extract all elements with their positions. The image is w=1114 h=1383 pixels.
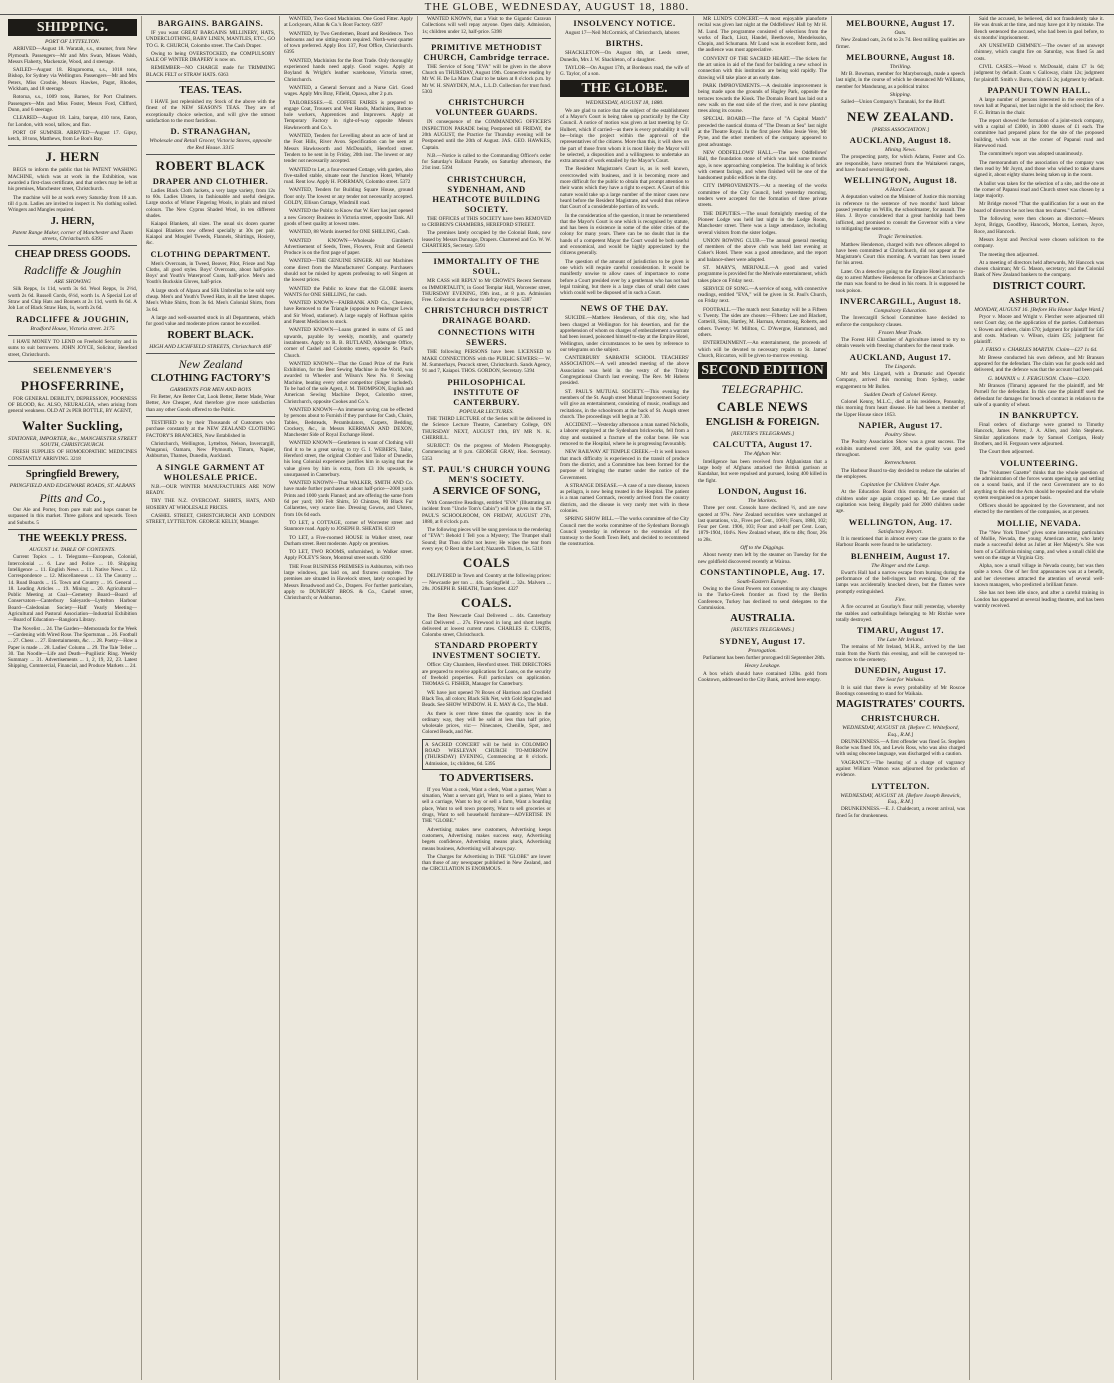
article-paragraph: WANTED KNOWN—An immense saving can be effected by persons about to Furnish if they purchase for Cash, Chairs, Tables, Bedsteads, Perambulators, Carpets, Bedding, Crockery, &c., in Messrs KERRMAN AND DEXON, Manchester Side of Royal Exchange Hotel.: [284, 406, 413, 439]
article-paragraph: Mr and Mrs Lingard, with a Dramatic and Operatic Company, arrived this morning from Sydney, under engagement to Mr Bullen.: [836, 370, 965, 390]
article-paragraph: The following pieces will be sung previous to the rendering of "EVA": Behold I Tell you a Mystery; The Trumpet shall Sound; But Thou did'st not leave; He wipes the tear from every eye; O Rest in the Lord; Nazareth. Tickets, 1s. 5318: [422, 527, 551, 553]
column-rule: [8, 529, 137, 530]
article-paragraph: WANTED KNOWN—Loans granted in sums of £5 and upwards, payable by weekly, monthly, and quarterly instalments. Apply to R. B. RUTLAND, Aldersgate Office, corner of Cashel and Colombo streets, opposite St. Paul's Church.: [284, 327, 413, 359]
banner-heading: THE GLOBE.: [560, 80, 689, 97]
article-paragraph: TESTIFIED to by their Thousands of Customers who purchase constantly at the NEW ZEALAND CLOTHING FACTORY'S BRANCHES, Now Established in: [146, 419, 275, 439]
article-paragraph: Christchurch, Wellington, Lyttelton, Nelson, Invercargill, Wanganui, Oamaru, New Plymouth, Timaru, Napier, Ashburton, Thames, Dunedin, Auckland.: [146, 440, 275, 460]
article-paragraph: Intelligence has been received from Afghanistan that a large body of Afghans attacked the British garrison at Kandahar, but were repulsed and pursued, losing 400 killed in the fight.: [698, 458, 827, 484]
article-paragraph: MR CASS will REPLY to Mr CROWE'S Recent Sermons on IMMORTALITY, in Good Templar Hall, Worcester street, THURSDAY EVENING, 19th inst., at 8 p.m. Admission Free. Collection at the door to defray expenses. 5387: [422, 278, 551, 304]
article-paragraph: It is said that there is every probability of Mr Roscoe Bootings consenting to stand for Waikaia.: [836, 684, 965, 697]
article-paragraph: SAILED—August 18. Ringarooma, s.s., 1018 tons, Bishop, for Sydney via Wellington. Passengers—Mr and Mrs Peters, Miss Crosbie, Messrs Hawkes, Pagot, Rhodes, Wickham, and 18 steerage.: [8, 67, 137, 93]
article-paragraph: Mr B. Bowman, member for Maryborough, made a speech last night, in the course of which he denounced Mr Williams, member for Mandurang, as a political traitor.: [836, 71, 965, 90]
article-paragraph: SHACKLETON—On August 8th, at Leeds street, Dunedin, Mrs J. W. Shackleton, of a daughter.: [560, 50, 689, 63]
article-paragraph: If you Want a cook, Want a clerk, Want a partner, Want a situation, Want a servant girl, Want to sell a piano, Want to sell a carriage, Want to buy or sell a farm, Want a boarding place, Want to sell town property, Want to sell groceries or drugs, Want to sell household furniture—ADVERTISE IN THE "GLOBE.": [422, 786, 551, 825]
column-rule: [146, 81, 275, 82]
column-rule: [422, 252, 551, 253]
article-paragraph: WANTED, Tenders for Building Square House, ground floor only. The lowest or any tender not necessarily accepted. GOLDY, Ellison Cottage, Windmill road.: [284, 187, 413, 207]
subheading: Prorogation.: [748, 647, 777, 654]
script-heading: New Zealand: [178, 356, 243, 371]
article-paragraph: WANTED KNOWN—Wholesale Gimblett's Advertisement of Seeds, Trees, Flowers, Fruit and General Produce is on the first page of paper.: [284, 237, 413, 257]
article-paragraph: Fit Better, Are Better Cut, Look Better, Better Made, Wear Better, Are Cheaper, And therefore give more satisfaction than any other Goods offered to the Public.: [146, 394, 275, 413]
article-paragraph: TO LET, TWO ROOMS, unfurnished, in Walker street. Apply FOLEY'S Store, Montreal street south. 6390: [284, 549, 413, 562]
article-paragraph: WANTED, Machinists for the Boot Trade. Only thoroughly experienced hands need apply. Good wages. Apply at Boyland & Wright's leather warehouse, Victoria street, Christchurch.: [284, 57, 413, 83]
article-paragraph: Mr Branson (Timaru) appeared for the plaintiff, and Mr Purnell for the defendant. In this case the plaintiff sued the defendant for damages for breach of contract in relation to the sale of a quantity of wheat.: [974, 382, 1104, 408]
section-heading: PRIMITIVE METHODIST CHURCH, Cambridge terrace.: [423, 41, 550, 62]
column-2: [142, 16, 280, 1380]
section-heading: PHILOSOPHICAL INSTITUTE OF CANTERBURY.: [447, 376, 526, 407]
subheading: WEDNESDAY, AUGUST 18, 1880.: [585, 100, 664, 107]
section-heading: MELBOURNE, August 17.: [846, 18, 955, 28]
large-heading: MAGISTRATES' COURTS.: [836, 699, 965, 711]
article-paragraph: ARRIVED—August 18. Waratah, s.s., steamer, from New Plymouth. Passengers—Mr and Mrs Swan, Misses Walsh, Messrs Flaherty, Mackenzie, Wood, and 4 steerage.: [8, 46, 137, 65]
article-paragraph: WANTED KNOWN—That WALKER, SMITH AND Co. have made further purchases at about half-price—2000 yards Prints and 1000 yards Flannel; and are offering the same from 6d per yard; 100 Felt Shirts, 50 Chintzes, 80 Black Fur Collarettes, very scarce line. Dressing Gowns, and Ulsters, from 10s 6d each.: [284, 480, 413, 518]
article-paragraph: WANTED, 88 Words inserted for ONE SHILLING, Cash.: [289, 229, 410, 236]
article-paragraph: WANTED to Let, a four-roomed Cottage, with garden, also five-stalled stable, situate near the Junction Hotel, Whately road. Rent low. Apply H. FORRMAN, Colombo street. 5372: [284, 166, 413, 186]
section-heading: IMMORTALITY OF THE SOUL.: [433, 256, 540, 277]
subheading: J. FRISO v. CHARLES MARTIN. Claim—£27 1s 6d.: [980, 347, 1098, 354]
subheading: [REUTER'S TELEGRAMS.]: [730, 431, 795, 438]
article-paragraph: CITY IMPROVEMENTS.—At a meeting of the works committee of the City Council, held yesterday morning, tenders were accepted for the formation of three private streets.: [698, 183, 827, 209]
article-paragraph: TO LET, a Five-roomed HOUSE in Walker street, near Durham street. Rent moderate. Apply on premises.: [284, 534, 413, 547]
article-paragraph: Silk Repps, 1s 11d, worth 3s 6d. Wool Repps, 1s 2½d, worth 2s 6d. Russell Cords, 6½d, worth 1s. A Special Lot of Straw and Chip Hats and Bonnets at 2s 11d, worth 8s 6d. A Job Lot of Black Straw Hats, 1s, worth 2s 6d.: [8, 286, 137, 312]
subheading: The Seat for Waikaia.: [876, 677, 925, 684]
article-paragraph: PARK IMPROVEMENTS.—A desirable improvement is being made upon the grounds of Hagley Park, opposite the terraces towards the Kiosk. The Domain Board has laid out a new walk on the east side of the river, and is now planting trees along its course.: [698, 82, 827, 115]
section-heading: AUCKLAND, August 18.: [849, 134, 952, 145]
column-6: [694, 16, 832, 1380]
article-paragraph: WANTED, a General Servant and a Nurse Girl. Good wages. Apply Mrs Bray, Fifield, Opawa, after 2 p.m.: [284, 84, 413, 98]
large-heading: CLOTHING FACTORY'S: [150, 372, 271, 384]
section-heading: SYDNEY, August 17.: [719, 635, 806, 646]
article-paragraph: The Resident Magistrate's Court is, as is well known, overcrowded with business, and it is becoming more and more difficult for the public to obtain that prompt attention to their wants which they have a right to expect. A Court of this nature would take up a large number of the minor cases now heard before the Resident Magistrate, and would thus relieve that Court of a considerable portion of its work.: [560, 166, 689, 211]
subheading: MONDAY, AUGUST 16. [Before His Honor Judge Ward.]: [974, 306, 1104, 313]
section-heading: INVERCARGILL, August 18.: [839, 295, 962, 306]
section-heading: ST. PAUL'S CHURCH YOUNG MEN'S SOCIETY.: [422, 463, 551, 484]
article-paragraph: THE OFFICES of THIS SOCIETY have been REMOVED to CRIBBEN'S CHAMBERS, HEREFORD STREET.: [422, 215, 551, 229]
display-heading: CABLE NEWS: [716, 399, 809, 415]
column-8: [970, 16, 1108, 1380]
article-paragraph: The memorandum of the association of the company was then read by Mr Joynt, and those who wished to take shares signed it, about eighty shares being taken up in the room.: [974, 159, 1104, 179]
article-paragraph: It is mentioned that in almost every case the grants to the Harbour Boards were found to be satisfactory.: [836, 535, 965, 549]
article-paragraph: VAGRANCY.—The hearing of a charge of vagrancy against William Watson was adjourned for production of evidence.: [836, 759, 965, 779]
subheading: WEDNESDAY, AUGUST 18. [Before Joseph Beswick, Esq., R.M.]: [840, 792, 961, 805]
large-heading: ROBERT BLACK.: [167, 329, 254, 341]
article-paragraph: In the consideration of the question, it must be remembered that the Mayor's Court is one which is recognised by statute, and has been in existence in some of the older cities of the colony for many years. There can be no doubt that in the hands of a competent Mayor the Court would be both useful and economical, and would be highly appreciated by the citizens generally.: [560, 212, 689, 257]
article-paragraph: The report showed the formation of a joint-stock company, with a capital of £3000, in 3000 shares of £1 each. The committee had prepared plans for the site of the proposed building, which was at the corner of Papanui road and Harewood road.: [974, 117, 1104, 150]
article-paragraph: DELIVERED in Town and Country at the following prices:— Newcastle per ton ... 44s. Springfield ... 32s. Malvern ... 28s. JOSEPH B. SHEATH, Tuam Street. 4327: [422, 573, 551, 592]
article-paragraph: WANTED, by Two Gentlemen, Board and Residence. Two bedrooms and one sitting-room required. North-west quarter of town preferred. Apply Box 137, Post Office, Christchurch. 6395: [284, 30, 413, 56]
article-paragraph: Men's Overcoats, in Tweed, Beaver, Pilot, Frieze and Nap Cloths, all good styles. Boys' Overcoats, about half-price. Boys' and Youth's Waterproof Coats, half-price. Men's and Youth's Buckskin Gloves, half-price.: [146, 260, 275, 286]
article-paragraph: TAILORESSES.—E. COFFEE FAIRES is prepared to engage Coat, Trousers and Vest Hands, Machinists, Button-hole workers, Apprentices and Improvers. Apply at Temporary Factory in right-of-way opposite Messrs Hawksworth and Co.'s.: [284, 99, 413, 131]
article-paragraph: Colonel Kenny, M.L.C., died at his residence, Ponsonby, this morning from heart disease. He had been a member of the Upper House since 1853.: [836, 399, 965, 418]
article-paragraph: The Novelist ... 24. The Garden—Memoranda for the Week—Gardening with Wired Rose. The Sportsman ... 26. Football ... 27. Chess ... 27. Entertainments, &c. ... 28. Poetry—How a Paper is made ... 28. Ladies' Column ... 29. The Tale Teller ... 30. Tan Noodle—Life and Death—Pugilistic Ring. Weekly Summary ... 31. Advertisements ... 1, 2, 19, 22, 23. Latest Shipping, Commercial, Financial, and Produce Markets ... 24.: [8, 625, 137, 670]
column-rule: [8, 145, 137, 146]
subheading: HIGH AND LICHFIELD STREETS, Christchurch 40F: [149, 343, 272, 350]
article-paragraph: WANTED KNOWN—FAIRBANK AND Co., Chemists, have Removed to the Triangle (opposite to Penhenger Lewis and Sir Wood, stationer). A large supply of Hoffman spirits and Patent Medicines to stock.: [284, 300, 413, 326]
display-heading: J. HERN: [45, 149, 100, 165]
display-heading: COALS: [462, 555, 511, 571]
section-heading: DUNEDIN, August 17.: [854, 665, 947, 676]
article-paragraph: TAYLOR—On August 17th, at Bordeaux road, the wife of G. Taylor, of a son.: [560, 64, 689, 78]
subheading: The Markets.: [747, 497, 778, 504]
article-paragraph: THE Service of Song "EVA" will be given in the above Church on THURSDAY, August 19th. Connective reading by Mr W. H. De La Mare. Chair to be taken at 8 o'clock p.m. by Mr W. H. SNAYDEN, M.A., L.L.D. Collection for trust fund. 5303: [422, 63, 551, 96]
column-rule: [560, 299, 689, 300]
column-rule: [146, 154, 275, 155]
section-heading: PAPANUI TOWN HALL.: [987, 84, 1091, 95]
article-paragraph: Sailed—Union Company's Taranaki, for the Bluff.: [841, 99, 946, 106]
article-paragraph: At a meeting of directors held afterwards, Mr Hancock was chosen chairman; Mr G. Mason, secretary; and the Colonial Bank of New Zealand bankers to the company.: [974, 259, 1104, 279]
article-paragraph: About twenty men left by the steamer on Tuesday for the new goldfield discovered recently at Wairoa.: [698, 552, 827, 565]
column-7: [832, 16, 970, 1380]
article-paragraph: Messrs Joynt and Percival were chosen solicitors to the company.: [974, 236, 1104, 250]
display-heading: NEW ZEALAND.: [847, 108, 954, 124]
section-heading: CHRISTCHURCH VOLUNTEER GUARDS.: [435, 97, 538, 118]
large-heading: AUSTRALIA.: [730, 613, 795, 625]
article-paragraph: The committee's report was adopted unanimously.: [979, 151, 1084, 158]
newspaper-masthead: [0, 0, 1114, 15]
section-heading: RADCLIFFE & JOUGHIN,: [16, 313, 129, 324]
article-paragraph: The question of the amount of jurisdiction to be given is one which will require careful consideration. It would be manifestly unwise to allow cases of importance to come before a Court presided over by a gentleman who has not had legal training, but there is a large class of small debt cases which could well be disposed of in such a Court.: [560, 258, 689, 297]
article-paragraph: The Harbour Board to-day decided to reduce the salaries of the employees.: [836, 467, 965, 480]
section-heading: CONSTANTINOPLE, Aug. 17.: [700, 566, 825, 577]
article-paragraph: SPRING SHOW BILL.—The works committee of the City Council met the works committee of the Sydenham Borough Council yesterday in reference to the extension of the tramway to the South Town Belt, and decided to recommend the construction.: [560, 516, 689, 548]
script-heading: TELEGRAPHIC.: [721, 382, 804, 397]
section-heading: D. STRANAGHAN,: [170, 126, 251, 137]
article-paragraph: FOR GENERAL DEBILITY, DEPRESSION, POORNESS OF BLOOD, &c. ALSO, NEURALGIA, when arising from general weakness. OLD AT 2s PER BOTTLE, BY AGENT,: [8, 395, 137, 415]
article-paragraph: The meeting then adjourned.: [979, 251, 1039, 258]
section-heading: CHRISTCHURCH.: [861, 713, 940, 724]
article-paragraph: We are glad to notice that the subject of the establishment of a Mayor's Court is being taken up practically by the City Council. A notice of motion was given at last meeting by Cr. Hulbert, which if carried—as there is every probability it will be—brings the project within the approval of the representatives of the citizens. More than this, it will shew on the part of those from whom it is most likely the Mayor will be selected, a disposition and a willingness to undertake an extra amount of work entailed by the Mayor's Court.: [560, 107, 689, 165]
article-paragraph: ST. MARY'S, MERIVALE.—A good and varied programme is provided for the Merivale entertainment, which takes place on Friday next.: [698, 264, 827, 284]
article-paragraph: A STRANGE DISEASE.—A case of a rare disease, known as pellagra, is now being treated in the Hospital. The patient is a man named Cormack, recently arrived from the country districts, and the disease is very rarely met with in these colonies.: [560, 482, 689, 514]
article-paragraph: The Invercargill School Committee have decided to enforce the compulsory clauses.: [836, 315, 965, 328]
section-heading: AUCKLAND, August 17.: [849, 351, 952, 362]
subheading: Poultry Show.: [884, 432, 917, 439]
article-paragraph: A ballot was taken for the selection of a site, and the one at the corner of Papanui road and Church street was chosen by a large majority.: [974, 180, 1104, 200]
display-heading: ROBERT BLACK: [155, 157, 266, 173]
subheading: AUGUST 14. TABLE OF CONTENTS.: [29, 547, 116, 554]
banner-heading: SECOND EDITION: [698, 362, 827, 379]
column-rule: [8, 361, 137, 362]
subheading: G. MANNIX v. J. FERGUSON. Claim—£320.: [987, 375, 1091, 382]
article-paragraph: SUICIDE.—Matthew Henderson, of this city, who had been charged at Wellington for his desertion, and for the apprehension of whom on charges of embezzlement a warrant had been issued, poisoned himself to-day at the Empire Hotel, Wellington, under circumstances to be seen by reference to our telegrams on the subject.: [560, 315, 689, 353]
subheading: STATIONER, IMPORTER, &c., MANCHESTER STREET SOUTH, CHRISTCHURCH.: [8, 435, 137, 448]
large-heading: J. HERN,: [50, 215, 95, 227]
subheading: GARMENTS FOR MEN AND BOYS: [169, 386, 252, 393]
masthead-title: THE GLOBE, WEDNESDAY, AUGUST 18, 1880.: [424, 1, 690, 13]
article-paragraph: AN UNSEWED CHIMNEY.—The owner of an unswept chimney, which caught fire on Saturday, was fined 5s and costs.: [974, 43, 1104, 62]
section-heading: ASHBURTON.: [1008, 294, 1070, 305]
column-5: [556, 16, 694, 1380]
article-paragraph: Ladies Black Cloth Jackets, a very large variety, from 12s to 60s. Ladies Ulsters, in fashionable and useful designs. Large stocks of Winter Fingering Wools, in plain and mixed colours. The New Cyprus Shaded Wool, in ten different shades.: [146, 187, 275, 220]
article-paragraph: FOOTBALL.—The match next Saturday will be a Fifteen v. Twenty. The sides are chosen:—Fifteen: Lee and Blackett, Cotterill, Sims, Hartley, M. Harman, Armstrong, Roberts, and others. Twenty: W. Millton, C. D'Avergne, Hammond, and others.: [698, 306, 827, 338]
article-paragraph: PORT OF SUMNER. ARRIVED—August 17. Gipsy, ketch, 18 tons, Matthews, from Le Bon's Bay.: [8, 129, 137, 143]
large-heading: DISTRICT COURT.: [992, 280, 1086, 292]
article-paragraph: New Zealand oats, 2s 6d to 2s 7d. Best milling qualities are firmer.: [836, 37, 965, 50]
article-paragraph: The "New York Times" gives some interesting particulars of Mollie, Nevada, the young American actor, who lately made a successful debut as Juliet at Her Majesty's. She was born of a California mining camp, and when a small child she went on the stage at Virginia City.: [974, 529, 1104, 561]
large-heading: TO ADVERTISERS.: [439, 772, 534, 784]
section-heading: MELBOURNE, August 18.: [846, 51, 955, 62]
article-paragraph: N.B.—OUR WINTER MANUFACTURES ARE NOW READY.: [146, 483, 275, 497]
section-heading: BIRTHS.: [605, 38, 644, 49]
section-heading: BLENHEIM, August 17.: [850, 550, 951, 561]
article-paragraph: SPECIAL BOARD.—The farce of "A Capital Match" preceded the nautical drama of "The Dream at Sea" last night at the Theatre Royal. In the first piece Miss Jessie Vere, Mr Pyne, and the other members of the company appeared to great advantage.: [698, 116, 827, 148]
section-heading: MOLLIE, NEVADA.: [996, 517, 1082, 528]
article-paragraph: IN consequence of the COMMANDING OFFICER'S INSPECTION PARADE being Postponed till FRIDAY, the 20th AUGUST, the Practice for Thursday evening will be Postponed until the 20th of August. JAS. GEO. HAWKES, Captain.: [422, 119, 551, 151]
article-paragraph: The Best Newcastle Coal Delivered ... 44s. Canterbury Coal Delivered ... 27s. Firewood in long and short lengths delivered at lowest current rates. CHARLES E. CURTIS, Colombo street, Christchurch.: [422, 613, 551, 639]
subheading: The Lingards.: [884, 363, 917, 370]
article-paragraph: I HAVE MONEY TO LEND on Freehold Security and in sums to suit borrowers. JOHN JOYCE, Solicitor, Hereford street, Christchurch.: [8, 338, 137, 358]
section-heading: TIMARU, August 17.: [857, 625, 944, 636]
article-paragraph: Office: City Chambers, Hereford street. THE DIRECTORS are prepared to receive applications for Loans, on the security of freehold properties. Full particulars on application. THOMAS G. FISHER, Manager for Canterbury.: [422, 662, 551, 688]
article-paragraph: Pryor v. Moore and Wright v. Fletcher were adjourned till next Court day, on the application of the parties. Cuthbertson v. Bowen and others, claim £70; judgment for plaintiff for £45 and costs. Maclean v. Wilson, claim £25; judgment for plaintiff.: [974, 313, 1104, 346]
article-paragraph: A large number of persons interested in the erection of a town hall at Papanui, met last night in the old school; the Rev. F. G. Brittan in the chair.: [974, 96, 1104, 116]
article-paragraph: IF you want GREAT BARGAINS MILLINERY, HATS, UNDERCLOTHING, BABY LINEN, MANTLES, ETC., GO TO G. R. CHURCH, Colombo street. The Cash Draper.: [146, 30, 275, 49]
article-paragraph: DRUNKENNESS.—A first offender was fined 5s. Stephen Roche was fined 10s, and Lewis Ross, who was also charged with using obscene language, was discharged with a caution.: [836, 738, 965, 758]
article-paragraph: WANTED KNOWN—Gentlemen in want of Clothing will find it to be a great saving to try G. I. WEBER'S, Tailor, Hereford street, the original Clothier and Tailor of Dunedin, his long Colonial experience justifies him in saying that the value given by him is extra, from £3 10s upwards, is unsurpassed in Canterbury.: [284, 440, 413, 478]
script-heading: Pitts and Co.,: [39, 491, 106, 506]
article-paragraph: A deputation waited on the Minister of Justice this morning in reference to the sentence of two months' hard labour passed yesterday on Willis, the schoolmaster, for assault. The Hon. J. Bryce considered that a great hardship had been inflicted, and promised to consult the Governor with a view to mitigating the sentence.: [836, 194, 965, 232]
section-heading: CHRISTCHURCH, SYDENHAM, AND HEATHCOTE BUILDING SOCIETY.: [432, 173, 541, 214]
article-paragraph: SERVICE OF SONG.—A service of song, with connective readings, entitled "EVA," will be given in St. Paul's Church, on Friday next.: [698, 285, 827, 305]
article-paragraph: Ewart's Hall had a narrow escape from burning during the performance of the bell-ringers last evening. One of the lamps was accidentally knocked down, but the flames were promptly extinguished.: [836, 569, 965, 595]
section-heading: DRAPER AND CLOTHIER.: [152, 175, 269, 186]
section-heading: WELLINGTON, Aug. 17.: [848, 516, 953, 527]
article-paragraph: Mr Breese conducted his own defence, and Mr Branson appeared for the defendant. The claim was for goods sold and delivered, and the defence was that the account had been paid.: [974, 354, 1104, 374]
article-paragraph: SUBJECT: On the progress of Modern Photography. Commencing at 8 p.m. GEORGE GRAY, Hon. Secretary. 5353: [422, 443, 551, 462]
article-paragraph: BEGS to inform the public that his PATENT WASHING MACHINE, which was at work in the Exhibition, was awarded a first-class certificate, and that orders may be left at his premises, Manchester street, Christchurch.: [8, 167, 137, 193]
subheading: South-Eastern Europe.: [736, 578, 789, 585]
article-paragraph: Advertising makes new customers, Advertising keeps customers, Advertising makes success easy, Advertising begets confidence, Advertising means pluck, Advertising means business, Advertising will always pay.: [422, 826, 551, 852]
article-paragraph: WANTED KNOWN, that a Visit to the Gigantic Caravan Collections will well repay anyone. Open daily. Admission, 1s; children under 12, half-price. 5398: [422, 16, 551, 35]
section-heading: A SINGLE GARMENT AT WHOLESALE PRICE.: [156, 461, 265, 482]
article-paragraph: REMEMBER—NO CHARGE made for TRIMMING BLACK FELT or STRAW HATS. 6363: [146, 65, 275, 78]
article-paragraph: FRESH SUPPLIES OF HOMOEOPATHIC MEDICINES CONSTANTLY ARRIVING. 3218: [8, 449, 137, 462]
large-heading: Springfield Brewery,: [25, 468, 120, 480]
subheading: Bradford House, Victoria street. 2175: [30, 325, 115, 332]
large-heading: TEAS. TEAS.: [179, 85, 242, 97]
article-paragraph: UNION ROWING CLUB.—The annual general meeting of members of the above club was held last evening at Coker's Hotel. There was a good attendance, and the report and balance-sheet were adopted.: [698, 237, 827, 263]
article-paragraph: THE THIRD LECTURE of the Series will be delivered in the Science Lecture Theatre, Canterbury College, ON THURSDAY NEXT, AUGUST 19th, BY MR N. K. CHERRILL.: [422, 415, 551, 441]
article-paragraph: TRY THE N.Z. OVERCOAT. SHIRTS, HATS, AND HOSIERY AT WHOLESALE PRICES.: [146, 498, 275, 511]
article-paragraph: WANTED, Two Good Machinists. One Good Fitter. Apply at Lockyears, Allan & Co.'s Boot Factory. 6397: [284, 16, 413, 29]
article-paragraph: N.B.—Notice is called to the Commanding Officer's order for Saturday's Ballarat Parade, on Saturday afternoon, the 21st inst. 5394: [422, 152, 551, 172]
subheading: Off to the Diggings.: [740, 545, 785, 551]
section-heading: SEELENMEYER'S: [33, 364, 112, 375]
article-paragraph: WANTED, Tenders for Levelling about an acre of land at the Foot Hills, River Avon. Specification can be seen at Messrs Hawksworth and McDonald's, Hereford street. Tenders to be sent in by Friday, 20th inst. The lowest or any tender not necessarily accepted.: [284, 133, 413, 165]
subheading: Tragic Termination.: [878, 234, 923, 241]
column-1: [4, 16, 142, 1380]
subheading: [PRESS ASSOCIATION.]: [871, 126, 930, 133]
subheading: Thrilling.: [889, 63, 912, 70]
article-paragraph: The "Volunteer Gazette" thinks that the whole question of the administration of the forces wants opening up and settling on a sound basis, and if the next Government are to do anything to this end the Acts should be repealed and the whole system reorganised on a proper basis.: [974, 469, 1104, 501]
article-paragraph: CASHEL STREET, CHRISTCHURCH AND LONDON STREET, LYTTELTON. GEORGE KELLY, Manager.: [146, 512, 275, 526]
article-paragraph: The machine will be at work every Saturday from 10 a.m. till 4 p.m. Ladies are invited to inspect it. No clothing soiled. Wringers and Mangles repaired.: [8, 194, 137, 214]
section-heading: CONNECTIONS WITH SEWERS.: [437, 327, 536, 348]
article-paragraph: The remains of Mr Ireland, M.H.R., arrived by the last train from the North this evening, and will be conveyed to-morrow to the cemetery.: [836, 644, 965, 664]
article-paragraph: August 17—Neil McCormick, of Christchurch, laborer.: [565, 30, 681, 36]
article-paragraph: As there is over three times the quantity now in the ordinary way, they will be sold at less than half price, wholesale prices, viz:— Ninecanes, Chenille, Spot, and Colored Beads, and Net.: [422, 710, 551, 736]
subheading: Capitation for Children Under Age.: [860, 482, 941, 489]
article-paragraph: She has not been idle since, and after a careful training in London has appeared at several leading theatres, and has been warmly received.: [974, 590, 1104, 609]
subheading: POPULAR LECTURES.: [459, 408, 514, 415]
column-4: [418, 16, 556, 1380]
subheading: ARE SHOWING: [54, 279, 91, 286]
subheading: Oats.: [894, 30, 907, 36]
subheading: WEDNESDAY, AUGUST 18. [Before C. Whitefoord, Esq., R.M.]: [842, 725, 959, 738]
display-heading: PHOSFERRINE,: [20, 377, 125, 393]
section-heading: INSOLVENCY NOTICE.: [573, 18, 676, 28]
section-heading: CLOTHING DEPARTMENT.: [150, 248, 271, 259]
subheading: [REUTER'S TELEGRAMS.]: [730, 627, 795, 634]
section-heading: STANDARD PROPERTY INVESTMENT SOCIETY.: [432, 640, 541, 661]
section-heading: LONDON, August 16.: [718, 485, 807, 496]
article-paragraph: Kaiapoi Blankets, all sizes. The usual six dozen quarter Kaiapoi Blankets now offered specially at 30s per pair. Kaiapoi and Mosgiel Tweeds, Flannels, Shirtings, Hosiery, &c.: [146, 221, 275, 247]
section-heading: VOLUNTEERING.: [999, 457, 1079, 468]
article-paragraph: Our Ale and Porter, from pure malt and hops cannot be surpassed in this market. Three gallons and upwards. Town and Suburbs. 5: [8, 507, 137, 526]
section-heading: IN BANKRUPTCY.: [999, 410, 1079, 421]
article-paragraph: WE have just opened 78 Boxes of Harrison and Crosfield Black Tea, all colors; Black Silk Net, with Gold Spangles and Beads. See SHOW WINDOW. H. E. MAY & Co., The Mall.: [422, 689, 551, 709]
article-paragraph: Owing to the Great Powers not consenting to any changes in the Turko-Greek frontier as fixed by the Berlin Conference, Turkey has declined to send delegates to the Commission.: [698, 586, 827, 612]
article-paragraph: CONVENT OF THE SACRED HEART.—The tickets for the art union in aid of the fund for building a new school in connection with this institution are being sold rapidly. The drawing will take place at an early date.: [698, 55, 827, 81]
article-paragraph: THE following PERSONS have been LICENSED to MAKE CONNECTIONS with the PUBLIC SEWERS:— W. M. Sumnerhays, Peacock street, Christchurch. Sands Agency, 91 and 7, Kaiapoi. THOS. GORDON, Secretary. 5394: [422, 349, 551, 375]
subheading: The Ringer and the Lamp.: [871, 562, 930, 569]
article-paragraph: THE DEPUTIES.—The usual fortnightly meeting of the Pioneer Lodge was held last night in the Lodge Room, Manchester street. There was a large attendance, including several visitors from the sister lodges.: [698, 210, 827, 236]
subheading: Retrenchment.: [884, 460, 917, 467]
subheading: A Hard Case.: [885, 187, 916, 194]
article-paragraph: CLEARED—August 18. Laira, barque, 410 tons, Eaton, for London, with wool, tallow, and flax.: [8, 115, 137, 128]
subheading: Fire.: [895, 597, 906, 603]
section-heading: WELLINGTON, August 18.: [843, 175, 958, 186]
section-heading: LYTTELTON.: [871, 780, 930, 791]
article-paragraph: Matthew Henderson, charged with two offences alleged to have been committed at Christchurch, did not appear at the Magistrate's Court this morning. A warrant has been issued for his arrest.: [836, 241, 965, 267]
article-paragraph: The prospecting party, for which Adams, Foster and Co. are responsible, have returned from the Waitakerei ranges, and have found several likely reefs.: [836, 154, 965, 173]
article-paragraph: Current Topics ... 1. Telegrams—European, Colonial, Intercolonial ... 6. Law and Police ... 10. Shipping Intelligence ... 11. English News ... 11. Native News ... 12. Correspondence ... 12. Miscellaneous ... 13. The Country ... 14. Road Boards ... 15. Town and Country ... 16. General ... 18. Leading Articles ... 19. Mining ... 20. Agricultural—Public Meeting at Coal—Cemetery Board—Board of Conservators—Canterbury Saleyards—Lyttelton Harbour Board—Caledonian Society—Half Yearly Meeting—Agricultural and Pastoral Association—Industrial Exhibition—Board of Education—Rangiora Library.: [8, 554, 137, 624]
subheading: The Afghan War.: [743, 451, 782, 458]
display-heading: COALS.: [460, 595, 513, 611]
article-paragraph: Mr Bridge moved "That the qualification for a seat on the board of directors be not less than ten shares." Carried.: [974, 201, 1104, 214]
article-paragraph: Officers should be appointed by the Government, and not elected by the members of the companies, as at present.: [974, 503, 1104, 516]
section-heading: CHRISTCHURCH DISTRICT DRAINAGE BOARD.: [424, 305, 549, 326]
subheading: Heavy Leakage.: [744, 663, 781, 670]
column-rule: [8, 465, 137, 466]
article-paragraph: THE Front BUSINESS PREMISES in Ashburton, with two large windows, gas laid on, and fixtures complete. The premises are situated in Havelock street, lately occupied by Messrs Broadwood and Co., Drapers. For further particulars, apply to DUNBURY BROS. & Co., Cashel street, Christchurch; or Ashburton.: [284, 563, 413, 602]
display-heading: Walter Suckling,: [22, 417, 123, 433]
script-heading: Radcliffe & Joughin: [23, 263, 122, 278]
column-rule: [422, 38, 551, 39]
section-heading: NEWS OF THE DAY.: [580, 303, 669, 314]
article-paragraph: TO LET, a COTTAGE, corner of Worcester street and Stanmore road. Apply to JOSEPH B. SHEATH. 6319: [284, 519, 413, 533]
article-paragraph: Final orders of discharge were granted to Timothy Hancock, James Porter, J. A. Allen, and John Stephens. Similar applications made by Samuel Corrigan, Healy Brothers, and H. Ferguson were adjourned.: [974, 422, 1104, 448]
article-paragraph: CANTERBURY SABBATH SCHOOL TEACHERS' ASSOCIATION.—A well attended meeting of the above Association was held in the vestry of the Trinity Congregational Church last evening. The Rev. Mr Habens presided.: [560, 355, 689, 387]
subheading: Compulsory Education.: [873, 307, 928, 314]
article-paragraph: The Court then adjourned.: [979, 449, 1034, 456]
article-paragraph: Rotorua, s.s., 1009 tons, Barnes, for Port Chalmers. Passengers—Mrs and Miss Foster, Messrs Ford, Clifford, Dunn, and 6 steerage.: [8, 94, 137, 113]
subheading: Satisfactory Report.: [878, 528, 923, 535]
article-paragraph: NEW RAILWAY AT TEMPLE CREEK.—It is well known that much difficulty is experienced in the transit of produce from the district, and a Committee has been formed for the purpose of bringing the matter under the notice of the Government.: [560, 449, 689, 481]
section-heading: NAPIER, August 17.: [858, 420, 943, 431]
subheading: PRINGFIELD AND EDGEWARE ROADS, ST. ALBANS: [9, 482, 136, 489]
banner-heading: SHIPPING.: [8, 19, 137, 36]
article-paragraph: The Forest Hill Chamber of Agriculture intend to try to obtain vessels with freezing chambers for the meat trade.: [836, 337, 965, 350]
large-heading: THE WEEKLY PRESS.: [18, 533, 127, 545]
article-paragraph: Owing to being OVERSTOCKED, the COMPULSORY SALE OF WINTER DRAPERY is now on.: [146, 50, 275, 64]
section-heading: BARGAINS. BARGAINS.: [157, 18, 264, 28]
article-paragraph: Parliament has been further prorogued till September 28th.: [703, 654, 826, 661]
article-paragraph: A large and well-assorted stock in all Departments, which for good value and moderate prices cannot be excelled.: [146, 314, 275, 328]
article-paragraph: Said the accused, he believed, did not fraudulently take it. He was drunk at the time, and may have got it by mistake. The Bench sentenced the accused, who had been in gaol before, to six months' imprisonment.: [974, 16, 1104, 41]
column-rule: [146, 353, 275, 354]
large-heading: A SERVICE OF SONG,: [432, 485, 541, 497]
article-paragraph: CIVIL CASES.—Wood v. McDonald, claim £7 1s 6d; judgment by default. Coats v. Galloway, claim 12s; judgment for plaintiff. Smith v. Burns, claim £1 2s; judgment by default.: [974, 64, 1104, 83]
article-paragraph: MR LUND'S CONCERT.—A most enjoyable pianoforte recital was given last night at the Oddfellows' Hall by Mr H. M. Lund. The programme consisted of selections from the works of Bach, Liszt, Handel, Beethoven, Mendelssohn, Chopin, and Schumann. Mr Lund was in excellent form, and the audience was most appreciative.: [698, 16, 827, 54]
boxed-notice: A SACRED CONCERT will be held in COLOMBO ROAD WESLEYAN CHURCH TO-MORROW (THURSDAY) EVENING, Commencing at 8 o'clock. Admission, 1s; children, 6d. 5395: [422, 739, 551, 770]
subheading: Mining News.: [884, 146, 917, 153]
subheading: Patent Range Maker, corner of Manchester and Tuam streets, Christchurch. 6395: [12, 229, 133, 242]
article-paragraph: WANTED KNOWN—That the Grand Prize of the Paris Exhibition, for the Best Sewing Machine in the World, was awarded to Wheeler and Wilson's New No. 8 Sewing Machine, beating every other competitor (Singer included). To be had of the sole Agent, J. M. THOMPSON, English and American Sewing Machine Depot, Colombo street, Christchurch, opposite Cookes and Co.'s.: [284, 360, 413, 405]
subheading: Frozen Meat Trade.: [878, 329, 923, 336]
article-paragraph: NEW ODDFELLOWS' HALL.—The new Oddfellows' Hall, the foundation stone of which was laid some months ago, is now approaching completion. The building is of brick with cement facings, and when finished will be one of the handsomest public edifices in the city.: [698, 149, 827, 182]
article-paragraph: A large stock of Alpaca and Silk Umbrellas to be sold very cheap. Men's and Youth's Tweed Hats, in all the latest shapes. Men's White Shirts, from 3s 6d. Men's Colonial Shirts, from 3s 6d.: [146, 287, 275, 313]
article-paragraph: At the Education Board this morning, the question of children under age again cropped up. Mr Lee stated that capitation was being illegally paid for 2000 children under age.: [836, 489, 965, 515]
article-paragraph: WANTED the Public to Know that W. Kerr has just opened a new Grocery Business in Victoria street, opposite Tank. All goods of best quality at lowest rates.: [284, 208, 413, 227]
article-paragraph: A fire occurred at Gourlay's flour mill yesterday, whereby the stables and outbuildings belonging to Mr Ritchie were totally destroyed.: [836, 604, 965, 623]
column-rule: [8, 335, 137, 336]
article-paragraph: Later. On a detective going to the Empire Hotel at noon to-day to arrest Matthew Henderson for offences at Christchurch the man was found to be dead in his room. It is supposed he took poison.: [836, 268, 965, 294]
article-paragraph: DRUNKENNESS.—E. J. Chaldecott, a recent arrival, was fined 5s for drunkenness.: [836, 806, 965, 819]
column-3: [280, 16, 418, 1380]
article-paragraph: With Connective Readings, entitled "EVA" (Illustrating an incident from "Uncle Tom's Cabin") will be given in the ST. PAUL'S SCHOOLROOM, ON FRIDAY, AUGUST 27th, 1880, at 8 o'clock p.m.: [422, 499, 551, 525]
article-paragraph: The premises lately occupied by the Colonial Bank, now leased by Messrs Dunnage, Drapers. Chartered and Co. W. W. CHARTERIS, Secretary. 5391: [422, 230, 551, 249]
column-rule: [8, 245, 137, 246]
article-paragraph: ST. PAUL'S MUTUAL SOCIETY.—This evening the members of the St. Asaph street Mutual Improvement Society will give an entertainment, consisting of music, readings and recitations, in the schoolroom at the back of St. Asaph street church. The proceedings will begin at 7.30.: [560, 388, 689, 420]
subheading: PORT OF LYTTELTON.: [44, 39, 101, 45]
large-heading: ENGLISH & FOREIGN.: [705, 417, 820, 429]
article-paragraph: A box which should have contained 12lbs. gold from Cooktown, addressed to the City Bank, arrived here empty.: [698, 670, 827, 683]
section-heading: CALCUTTA, August 17.: [712, 439, 813, 450]
article-paragraph: Three per cent. Consols have declined ½, and are now quoted at 97¾. New Zealand securities were unchanged at last quotations, viz., Fives per Cent., 106½; Fours, 1880, 102; Four per Cent. 1906, 103; Four and a-half per Cent. Loan, 1879-1904, 104¼. New Zealand wheat, 46s to 48s; flour, 26s to 28s.: [698, 505, 827, 543]
article-paragraph: The Poultry Association Show was a great success. The exhibits numbered over 300, and the quality was good throughout.: [836, 439, 965, 458]
column-rule: [146, 416, 275, 417]
article-paragraph: ACCIDENT.—Yesterday afternoon a man named Nicholls, a laborer employed at the Sydenham brickworks, fell from a dray and sustained a fracture of the collar bone. He was removed to the Hospital, where he is progressing favourably.: [560, 422, 689, 448]
subheading: Sudden Death of Colonel Kenny.: [863, 391, 938, 398]
article-paragraph: The following were then chosen as directors:—Messrs Joynt, Briggs, Goodfrey, Hancock, Morton, Lemon, Joyce, Roce, and Hancock.: [974, 216, 1104, 235]
newspaper-columns: [4, 16, 1110, 1380]
subheading: Wholesale and Retail Grocer, Victoria Stores, opposite the Red House. 3315: [149, 138, 272, 151]
article-paragraph: ENTERTAINMENT.—An entertainment, the proceeds of which will be devoted to necessary repairs to St. James' Church, Riccarton, will be given to-morrow evening.: [698, 340, 827, 359]
article-paragraph: WANTED the Public to know that the GLOBE inserts WANTS for ONE SHILLING, for cash.: [284, 285, 413, 298]
large-heading: CHEAP DRESS GOODS.: [14, 249, 131, 261]
article-paragraph: The Charges for Advertising in THE "GLOBE" are lower than those of any newspaper published in New Zealand, and the CIRCULATION IS ENORMOUS.: [422, 853, 551, 873]
article-paragraph: I HAVE just replenished my Stock of the above with the finest of the NEW SEASON'S TEAS. They are of exceptionally choice selection, and will give the utmost satisfaction to the most fastidious.: [146, 99, 275, 124]
article-paragraph: Alpha, now a small village in Nevada county, but was then quite a town. One of her first appearances was at a benefit, and her cleverness attracted the attention of several well-known managers, who predicted a brilliant future.: [974, 563, 1104, 589]
article-paragraph: WANTED—THE GENUINE SINGER. All our Machines come direct from the Manufacturers' Company. Purchasers should not be misled by agents professing to sell Singers at the lowest prices.: [284, 258, 413, 284]
subheading: Shipping.: [889, 92, 912, 99]
subheading: The Late Mr Ireland.: [876, 637, 925, 644]
